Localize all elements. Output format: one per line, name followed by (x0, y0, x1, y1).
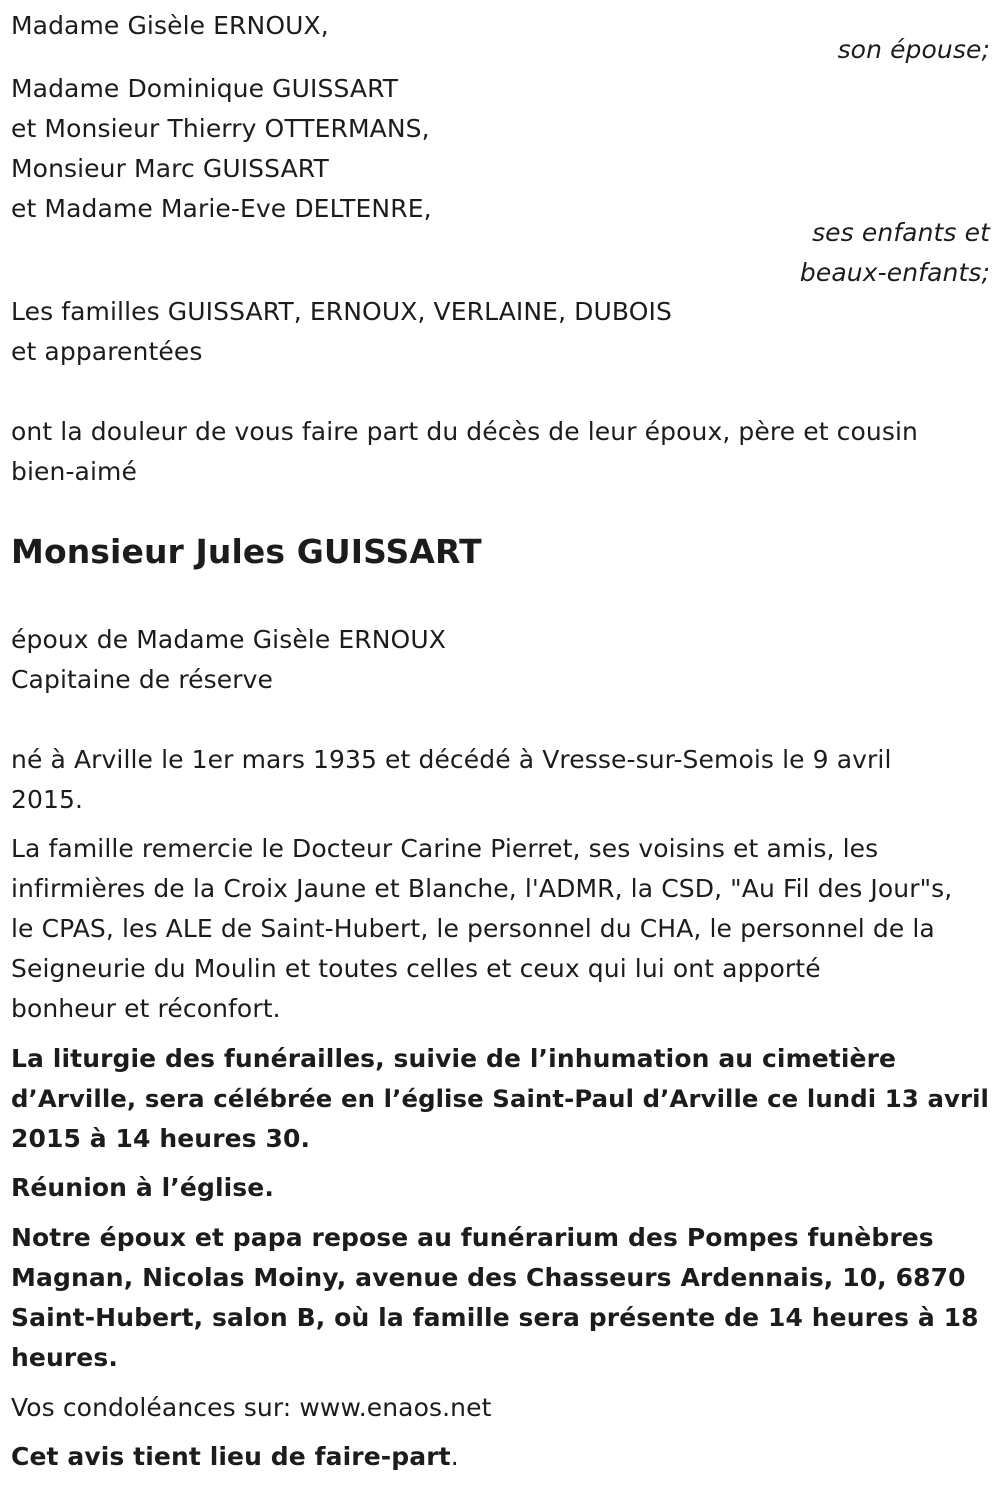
dates-line: 2015. (11, 785, 84, 814)
funeral-home-line: Notre époux et papa repose au funérarium des Pompes funèbres (11, 1223, 934, 1252)
children-line: et Monsieur Thierry OTTERMANS, (11, 114, 430, 143)
thanks-line: bonheur et réconfort. (11, 994, 281, 1023)
notice-period: . (450, 1442, 459, 1471)
children-line: Monsieur Marc GUISSART (11, 154, 329, 183)
funeral-home-line: Saint-Hubert, salon B, où la famille sera présente de 14 heures à 18 (11, 1303, 979, 1332)
deceased-detail: époux de Madame Gisèle ERNOUX (11, 625, 446, 654)
families-line: Les familles GUISSART, ERNOUX, VERLAINE, DUBOIS (11, 297, 672, 326)
thanks-line: La famille remercie le Docteur Carine Pierret, ses voisins et amis, les (11, 834, 879, 863)
children-role: beaux-enfants; (799, 258, 990, 287)
thanks-line: le CPAS, les ALE de Saint-Hubert, le personnel du CHA, le personnel de la (11, 914, 935, 943)
meeting-place: Réunion à l’église. (11, 1173, 274, 1202)
announcement-line: ont la douleur de vous faire part du décès de leur époux, père et cousin (11, 417, 918, 446)
funeral-line: d’Arville, sera célébrée en l’église Saint-Paul d’Arville ce lundi 13 avril (11, 1084, 989, 1113)
funeral-line: 2015 à 14 heures 30. (11, 1124, 311, 1153)
children-role: ses enfants et (812, 218, 990, 247)
spouse-name: Madame Gisèle ERNOUX, (11, 11, 329, 40)
spouse-role: son épouse; (837, 35, 990, 64)
funeral-line: La liturgie des funérailles, suivie de l’inhumation au cimetière (11, 1044, 897, 1073)
children-line: et Madame Marie-Eve DELTENRE, (11, 194, 432, 223)
funeral-home-line: heures. (11, 1343, 118, 1372)
deceased-detail: Capitaine de réserve (11, 665, 273, 694)
announcement-line: bien-aimé (11, 457, 137, 486)
dates-line: né à Arville le 1er mars 1935 et décédé à Vresse-sur-Semois le 9 avril (11, 745, 892, 774)
deceased-name: Monsieur Jules GUISSART (11, 532, 482, 571)
thanks-line: infirmières de la Croix Jaune et Blanche, l'ADMR, la CSD, "Au Fil des Jour"s, (11, 874, 953, 903)
notice-line (11, 1437, 459, 1477)
condolences-text: Vos condoléances sur: www.enaos.net (11, 1393, 492, 1422)
notice-text: Cet avis tient lieu de faire-part (11, 1442, 451, 1471)
children-line: Madame Dominique GUISSART (11, 74, 399, 103)
funeral-home-line: Magnan, Nicolas Moiny, avenue des Chasseurs Ardennais, 10, 6870 (11, 1263, 966, 1292)
thanks-line: Seigneurie du Moulin et toutes celles et ceux qui lui ont apporté (11, 954, 821, 983)
families-line: et apparentées (11, 337, 203, 366)
